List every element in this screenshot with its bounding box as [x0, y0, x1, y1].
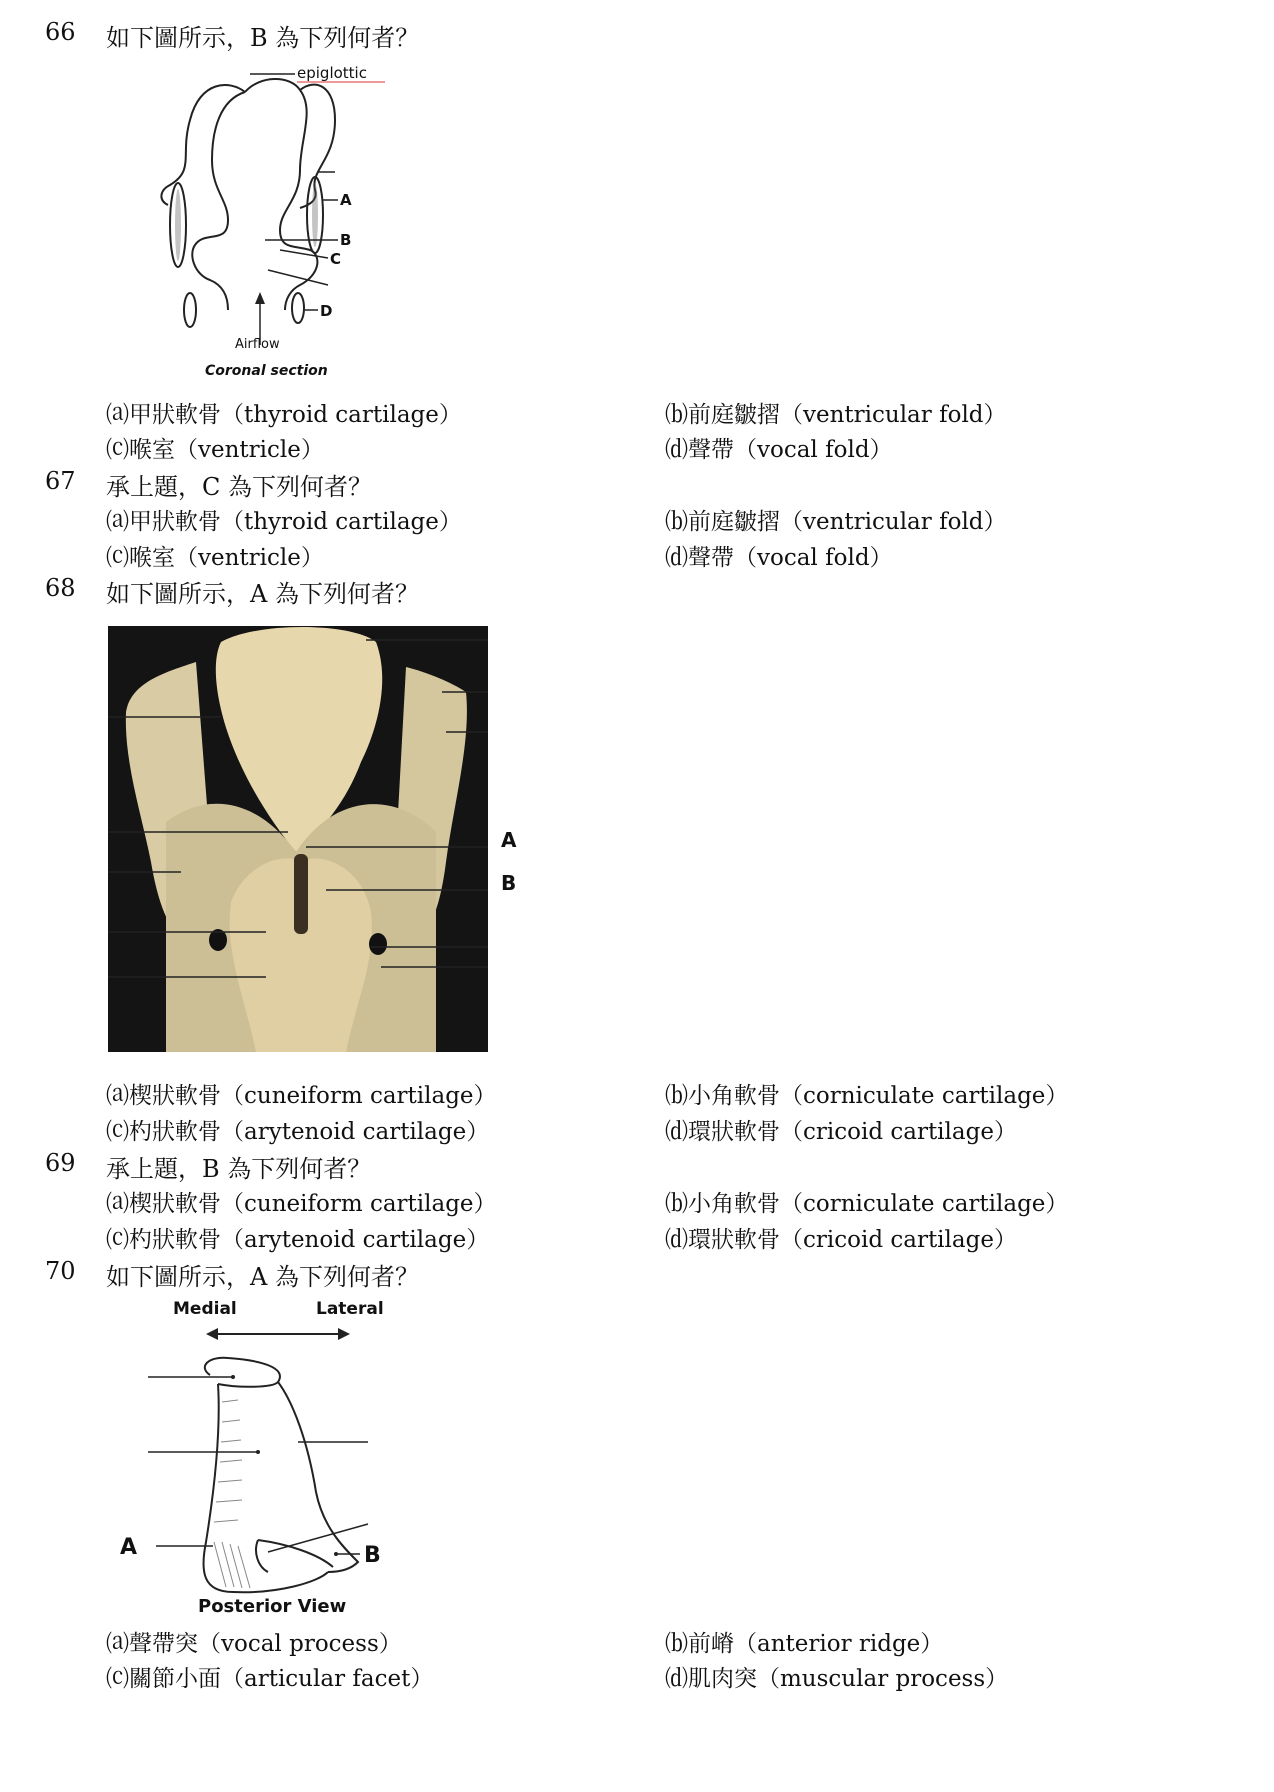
option-d[interactable]: ⒟肌肉突（muscular process） — [665, 1666, 1009, 1692]
option-d[interactable]: ⒟聲帶（vocal fold） — [665, 437, 893, 463]
question-prompt: 承上題，C 為下列何者？ — [106, 473, 372, 501]
option-a[interactable]: ⒜甲狀軟骨（thyroid cartilage） — [106, 402, 462, 428]
option-a[interactable]: ⒜楔狀軟骨（cuneiform cartilage） — [106, 1083, 497, 1109]
epiglottic-label: epiglottic — [297, 64, 367, 82]
figure-caption: Posterior View — [198, 1596, 347, 1617]
option-d[interactable]: ⒟環狀軟骨（cricoid cartilage） — [665, 1119, 1017, 1145]
label-a: A — [120, 1535, 138, 1560]
option-a[interactable]: ⒜聲帶突（vocal process） — [106, 1631, 402, 1657]
label-a: A — [340, 191, 352, 209]
option-c[interactable]: ⒞關節小面（articular facet） — [106, 1666, 434, 1692]
question-prompt: 如下圖所示，A 為下列何者？ — [106, 1263, 419, 1291]
label-a: A — [501, 828, 517, 852]
question-prompt: 如下圖所示，A 為下列何者？ — [106, 580, 419, 608]
label-b: B — [364, 1543, 381, 1568]
label-b: B — [501, 871, 517, 895]
question-prompt: 如下圖所示，B 為下列何者？ — [106, 24, 420, 52]
question-number: 67 — [45, 467, 76, 495]
figure-caption: Coronal section — [205, 363, 328, 379]
question-number: 68 — [45, 574, 76, 602]
label-c: C — [330, 250, 342, 268]
option-d[interactable]: ⒟環狀軟骨（cricoid cartilage） — [665, 1227, 1017, 1253]
option-d[interactable]: ⒟聲帶（vocal fold） — [665, 545, 893, 571]
medial-label: Medial — [173, 1299, 237, 1319]
option-a[interactable]: ⒜甲狀軟骨（thyroid cartilage） — [106, 509, 462, 535]
option-c[interactable]: ⒞喉室（ventricle） — [106, 437, 324, 463]
arytenoid-posterior-diagram — [118, 1292, 418, 1622]
lateral-label: Lateral — [316, 1299, 384, 1319]
airflow-label: Airflow — [235, 337, 280, 352]
question-number: 66 — [45, 18, 76, 46]
option-b[interactable]: ⒝小角軟骨（corniculate cartilage） — [665, 1191, 1069, 1217]
option-c[interactable]: ⒞杓狀軟骨（arytenoid cartilage） — [106, 1119, 490, 1145]
option-a[interactable]: ⒜楔狀軟骨（cuneiform cartilage） — [106, 1191, 497, 1217]
question-number: 70 — [45, 1257, 76, 1285]
label-b: B — [340, 231, 352, 249]
option-b[interactable]: ⒝前庭皺摺（ventricular fold） — [665, 509, 1007, 535]
option-c[interactable]: ⒞喉室（ventricle） — [106, 545, 324, 571]
option-c[interactable]: ⒞杓狀軟骨（arytenoid cartilage） — [106, 1227, 490, 1253]
option-b[interactable]: ⒝前嵴（anterior ridge） — [665, 1631, 944, 1657]
question-prompt: 承上題，B 為下列何者？ — [106, 1155, 372, 1183]
coronal-section-diagram — [150, 60, 410, 380]
option-b[interactable]: ⒝小角軟骨（corniculate cartilage） — [665, 1083, 1069, 1109]
option-b[interactable]: ⒝前庭皺摺（ventricular fold） — [665, 402, 1007, 428]
question-number: 69 — [45, 1149, 76, 1177]
label-d: D — [320, 302, 333, 320]
larynx-photo — [106, 622, 536, 1054]
